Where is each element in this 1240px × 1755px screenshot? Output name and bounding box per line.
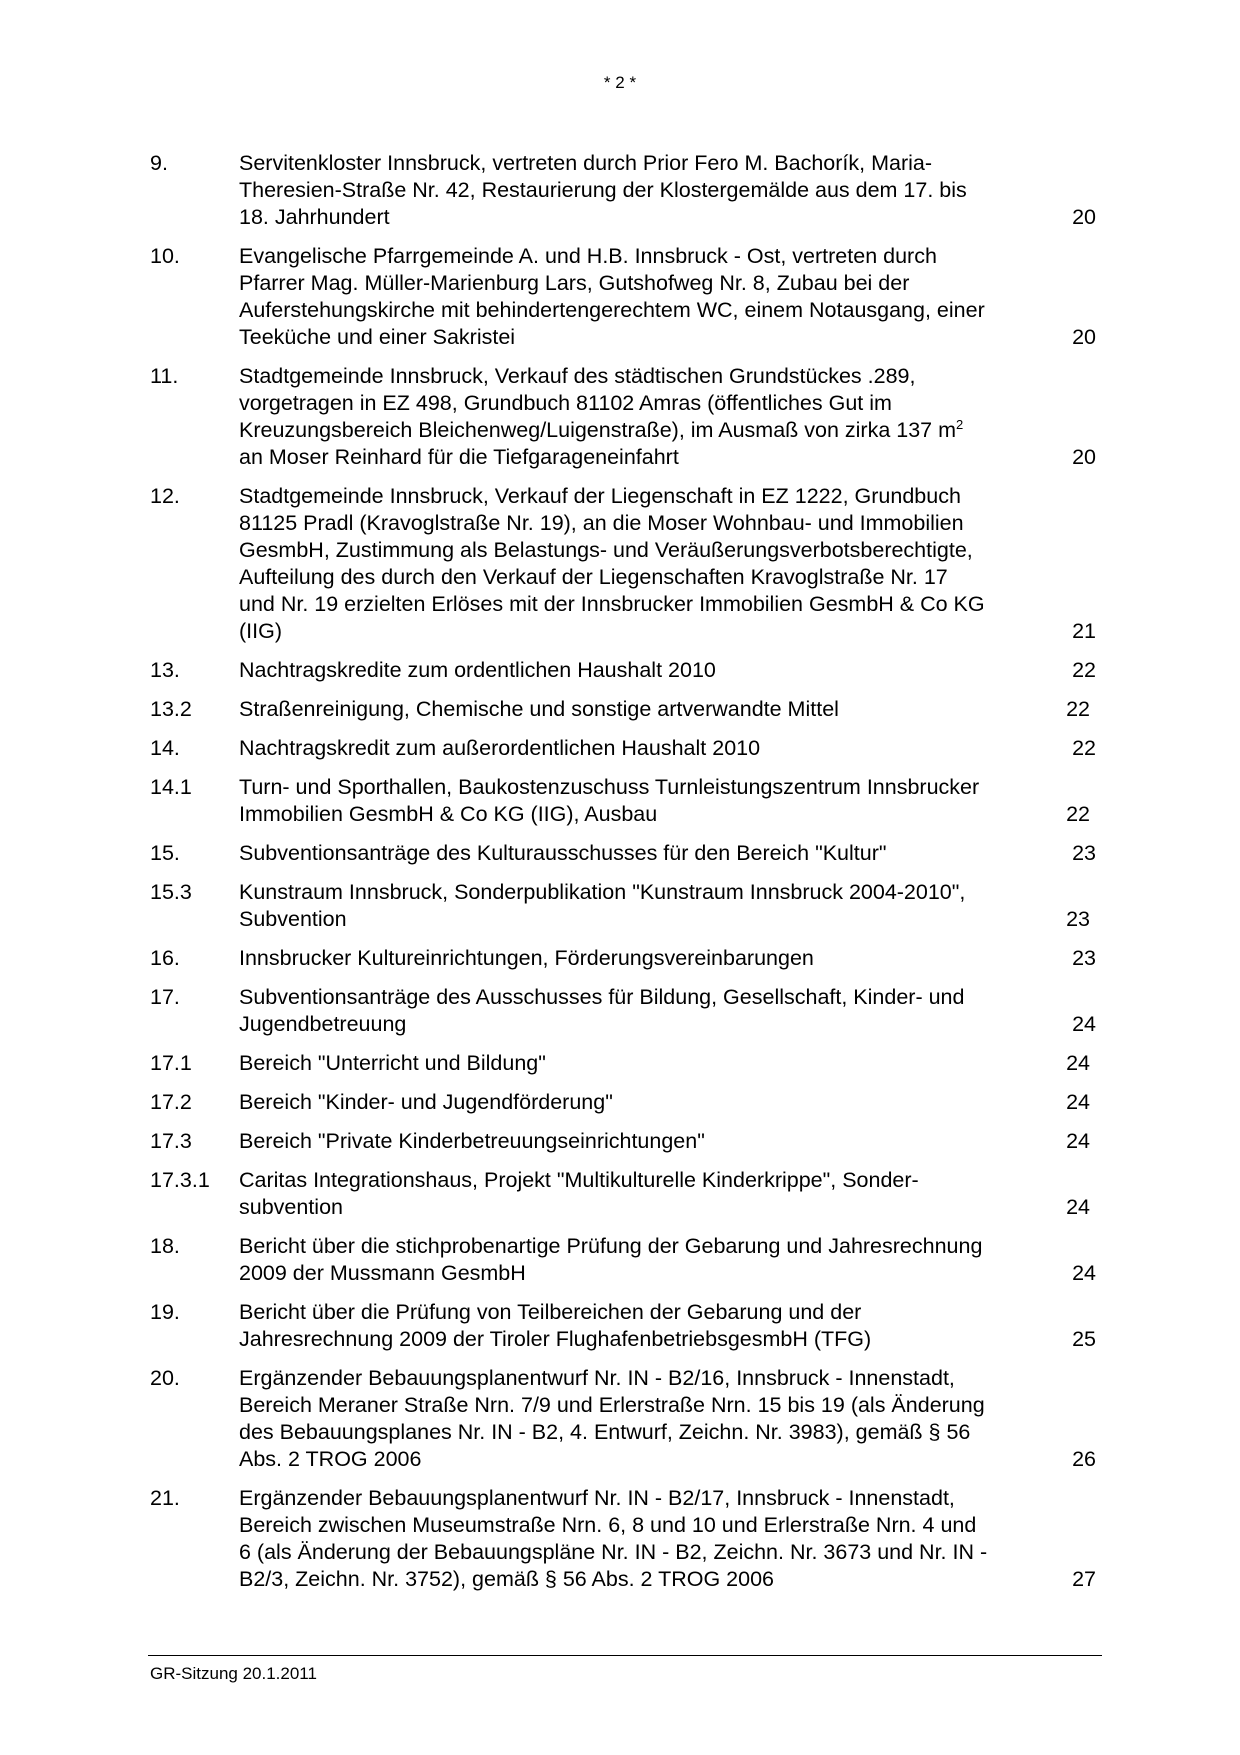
entry-title: Bericht über die Prüfung von Teilbereichen der Gebarung und der Jahresrechnung 2009 der Tiroler FlughafenbetriebsgesmbH (TFG) [239, 1300, 872, 1351]
toc-entry [150, 1485, 1100, 1593]
page-number: * 2 * [603, 73, 637, 92]
toc-entry [150, 483, 1100, 645]
toc-entry [150, 1050, 1100, 1077]
entry-title: Straßenreinigung, Chemische und sonstige artverwandte Mittel [239, 697, 839, 721]
entry-title: Nachtragskredite zum ordentlichen Haushalt 2010 [239, 658, 716, 682]
toc-entry [150, 840, 1100, 867]
toc-entry [150, 879, 1100, 933]
entry-page: 22 [1066, 802, 1090, 826]
toc-entry [150, 774, 1100, 828]
entry-title: Kunstraum Innsbruck, Sonderpublikation "Kunstraum Innsbruck 2004-2010", Subvention [239, 880, 966, 931]
toc-entry [150, 1299, 1100, 1353]
entry-page: 22 [1072, 658, 1096, 682]
toc-entry [150, 1365, 1100, 1473]
entry-number: 17. [150, 985, 180, 1009]
entry-title: Bereich "Kinder- und Jugendförderung" [239, 1090, 613, 1114]
entry-page: 24 [1066, 1129, 1090, 1153]
footer-divider [148, 1655, 1102, 1656]
entry-number: 13. [150, 658, 180, 682]
toc-entry [150, 735, 1100, 762]
entry-number: 10. [150, 244, 180, 268]
toc-entry [150, 1089, 1100, 1116]
entry-number: 12. [150, 484, 180, 508]
entry-number: 19. [150, 1300, 180, 1324]
entry-number: 13.2 [150, 697, 192, 721]
entry-title: Bericht über die stichprobenartige Prüfung der Gebarung und Jahresrechnung 2009 der Mussmann GesmbH [239, 1234, 983, 1285]
entry-number: 17.3.1 [150, 1168, 210, 1192]
entry-number: 17.1 [150, 1051, 192, 1075]
entry-number: 11. [150, 364, 179, 388]
toc-entry [150, 150, 1100, 231]
entry-page: 21 [1072, 619, 1096, 643]
entry-page: 24 [1066, 1090, 1090, 1114]
entry-number: 17.3 [150, 1129, 192, 1153]
toc-entry [150, 1128, 1100, 1155]
footer-text: GR-Sitzung 20.1.2011 [150, 1664, 317, 1683]
entry-page: 24 [1066, 1051, 1090, 1075]
entry-number: 14.1 [150, 775, 192, 799]
entry-page: 26 [1072, 1447, 1096, 1471]
entry-page: 22 [1066, 697, 1090, 721]
toc-entry [150, 363, 1100, 471]
entry-title: Ergänzender Bebauungsplanentwurf Nr. IN - B2/17, Innsbruck - Innenstadt, Bereich zwischen Museumstraße Nrn. 6, 8 und 10 und Erlerstraße Nrn. 4 und 6 (als Änderung der Bebauungspläne Nr. IN - B2, Zeichn. Nr. 3673 und Nr. IN - B2/3, Zeichn. Nr. 3752), gemäß § 56 Abs. 2 TROG 2006 [239, 1486, 988, 1591]
entry-page: 20 [1072, 325, 1096, 349]
toc-entry [150, 243, 1100, 351]
entry-title: Bereich "Unterricht und Bildung" [239, 1051, 546, 1075]
entry-title: Subventionsanträge des Ausschusses für Bildung, Gesellschaft, Kinder- und Jugendbetreuung [239, 985, 965, 1036]
entry-title: Subventionsanträge des Kulturausschusses für den Bereich "Kultur" [239, 841, 887, 865]
entry-number: 9. [150, 151, 168, 175]
entry-number: 15.3 [150, 880, 192, 904]
toc-entry [150, 945, 1100, 972]
entry-page: 24 [1072, 1261, 1096, 1285]
entry-page: 24 [1072, 1012, 1096, 1036]
entry-page: 22 [1072, 736, 1096, 760]
entry-title: Ergänzender Bebauungsplanentwurf Nr. IN - B2/16, Innsbruck - Innenstadt, Bereich Meraner Straße Nrn. 7/9 und Erlerstraße Nrn. 15 bis 19 (als Änderung des Bebauungsplanes Nr. IN - B2, 4. Entwurf, Zeichn. Nr. 3983), gemäß § 56 Abs. 2 TROG 2006 [239, 1366, 985, 1471]
entry-title-part: Stadtgemeinde Innsbruck, Verkauf des städtischen Grundstückes .289, vorgetragen in EZ 498, Grundbuch 81102 Amras (öffentliches Gut im Kreuzungsbereich Bleichenweg/Luigenstraße), im Ausmaß von zirka 137 m [239, 364, 957, 442]
entry-page: 20 [1072, 445, 1096, 469]
entry-title: Evangelische Pfarrgemeinde A. und H.B. Innsbruck - Ost, vertreten durch Pfarrer Mag. Müller-Marienburg Lars, Gutshofweg Nr. 8, Zubau bei der Auferstehungskirche mit behindertengerechtem WC, einem Notausgang, einer Teeküche und einer Sakristei [239, 244, 985, 349]
entry-number: 20. [150, 1366, 180, 1390]
superscript: 2 [956, 416, 964, 432]
entry-title: Stadtgemeinde Innsbruck, Verkauf der Liegenschaft in EZ 1222, Grundbuch 81125 Pradl (Kravoglstraße Nr. 19), an die Moser Wohnbau- und Immobilien GesmbH, Zustimmung als Belastungs- und Veräußerungsverbotsberechtigte, Aufteilung des durch den Verkauf der Liegenschaften Kravoglstraße Nr. 17 und Nr. 19 erzielten Erlöses mit der Innsbrucker Immobilien GesmbH & Co KG (IIG) [239, 484, 985, 643]
entry-page: 23 [1072, 841, 1096, 865]
entry-number: 14. [150, 736, 180, 760]
entry-title: Nachtragskredit zum außerordentlichen Haushalt 2010 [239, 736, 761, 760]
entry-title: Innsbrucker Kultureinrichtungen, Förderungsvereinbarungen [239, 946, 814, 970]
toc-entry [150, 984, 1100, 1038]
toc-entry [150, 696, 1100, 723]
entry-page: 23 [1072, 946, 1096, 970]
entry-title: Servitenkloster Innsbruck, vertreten durch Prior Fero M. Bachorík, Maria-Theresien-Straße Nr. 42, Restaurierung der Klostergemälde aus dem 17. bis 18. Jahrhundert [239, 151, 967, 229]
entry-title: Bereich "Private Kinderbetreuungseinrichtungen" [239, 1129, 705, 1153]
toc-entry [150, 657, 1100, 684]
entry-title-part: an Moser Reinhard für die Tiefgarageneinfahrt [239, 445, 679, 469]
toc-entry [150, 1167, 1100, 1221]
entry-number: 17.2 [150, 1090, 192, 1114]
toc-entry [150, 1233, 1100, 1287]
entry-number: 15. [150, 841, 180, 865]
entry-title: Caritas Integrationshaus, Projekt "Multikulturelle Kinderkrippe", Sonder-subvention [239, 1168, 919, 1219]
entry-page: 27 [1072, 1567, 1096, 1591]
entry-page: 25 [1072, 1327, 1096, 1351]
entry-number: 21. [150, 1486, 180, 1510]
entry-number: 18. [150, 1234, 180, 1258]
entry-title [239, 363, 989, 471]
entry-title: Turn- und Sporthallen, Baukostenzuschuss Turnleistungszentrum Innsbrucker Immobilien GesmbH & Co KG (IIG), Ausbau [239, 775, 980, 826]
entry-page: 23 [1066, 907, 1090, 931]
entry-page: 20 [1072, 205, 1096, 229]
table-of-contents [150, 150, 1100, 1605]
entry-page: 24 [1066, 1195, 1090, 1219]
entry-number: 16. [150, 946, 180, 970]
